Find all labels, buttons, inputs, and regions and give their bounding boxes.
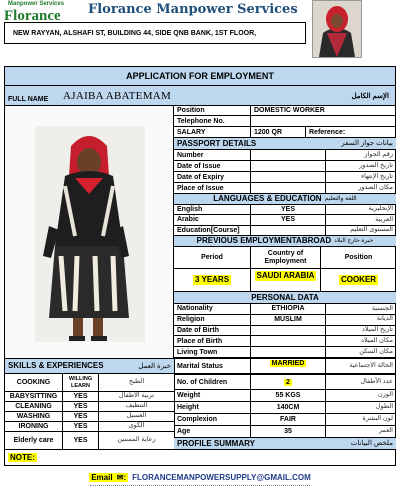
- personal-row-label: Age: [174, 426, 251, 438]
- employment-header-text: PREVIOUS EMPLOYMENTABROAD: [196, 236, 332, 245]
- email-icon: ✉: [116, 472, 124, 482]
- skill-label: Elderly care: [5, 432, 63, 450]
- personal-row-label: Living Town: [174, 347, 251, 358]
- personal-row-label: Nationality: [174, 304, 251, 315]
- personal-row-label: Height: [174, 402, 251, 414]
- col-period: Period: [174, 247, 251, 269]
- skill-value: YES: [63, 432, 99, 450]
- skill-label: WASHING: [5, 412, 63, 422]
- email-value[interactable]: FLORANCEMANPOWERSUPPLY@GMAIL.COM: [132, 472, 311, 482]
- employment-header: [174, 236, 396, 247]
- language-row-label: English: [174, 205, 251, 215]
- logo-tagline: Manpower Services: [8, 1, 65, 7]
- personal-row-highlight: MARRIED: [271, 360, 305, 367]
- personal-row-label: Marital Status: [174, 358, 251, 374]
- company-name: Florance Manpower Services: [88, 2, 298, 17]
- languages-section: [174, 194, 396, 236]
- position-value: DOMESTIC WORKER: [251, 106, 396, 116]
- passport-section: [174, 138, 396, 194]
- passport-row-label: Place of Issue: [174, 183, 251, 194]
- position-table: [174, 106, 396, 138]
- personal-row-arabic: الوزن: [326, 390, 396, 402]
- skill-arabic: الطبخ: [99, 374, 175, 392]
- note-row: [4, 450, 396, 466]
- passport-row-label: Date of Issue: [174, 161, 251, 172]
- employment-period: 3 YEARS: [194, 275, 230, 284]
- personal-row-arabic: لون البشرة: [326, 414, 396, 426]
- full-name-arabic: الإسم الكامل: [351, 93, 389, 100]
- skill-arabic: تربية الأطفال: [99, 392, 175, 402]
- passport-row-label: Date of Expiry: [174, 172, 251, 183]
- address-bar: [4, 22, 306, 44]
- personal-row-label: Place of Birth: [174, 336, 251, 347]
- employment-period-cell: [174, 269, 251, 292]
- skill-value: YES: [63, 422, 99, 432]
- passport-row-value: [251, 161, 326, 172]
- skills-header-arabic: خبرة العمل: [138, 362, 171, 370]
- personal-row-label: Date of Birth: [174, 326, 251, 337]
- personal-row-label: Weight: [174, 390, 251, 402]
- employment-position: COOKER: [340, 275, 377, 284]
- email-label: Email ✉:: [91, 472, 127, 482]
- form-title: [4, 66, 396, 86]
- personal-row-value: [251, 326, 326, 337]
- skill-arabic: رعاية المسنين: [99, 432, 175, 450]
- personal-row-label: Religion: [174, 315, 251, 326]
- language-row-arabic: العربية: [326, 215, 396, 225]
- passport-row-value: [251, 172, 326, 183]
- personal-row-value: [251, 402, 326, 414]
- skill-label: IRONING: [5, 422, 63, 432]
- personal-row-value: [251, 390, 326, 402]
- skill-value: YES: [63, 402, 99, 412]
- personal-row-arabic: الحالة الاجتماعية: [326, 358, 396, 374]
- note-label: NOTE:: [10, 453, 35, 462]
- language-row-value: YES: [251, 215, 326, 225]
- skill-label: CLEANING: [5, 402, 63, 412]
- personal-row-value: [251, 336, 326, 347]
- passport-row-value: [251, 150, 326, 161]
- skill-arabic: الغسيل: [99, 412, 175, 422]
- applicant-full-body-image: [5, 106, 173, 358]
- personal-row-value: ETHIOPIA: [251, 304, 326, 315]
- personal-row-arabic: الطول: [326, 402, 396, 414]
- personal-section-lower: [174, 358, 396, 450]
- personal-row-value: [251, 347, 326, 358]
- languages-header-text: LANGUAGES & EDUCATION: [213, 194, 322, 203]
- header-portrait-image: [313, 1, 361, 57]
- skill-arabic: الكوى: [99, 422, 175, 432]
- skill-value: YES: [63, 412, 99, 422]
- languages-header: [174, 194, 396, 205]
- address-text: NEW RAYYAN, ALSHAFI ST, BUILDING 44, SIDE QNB BANK, 1ST FLOOR,: [13, 29, 257, 37]
- footer-email: [0, 470, 400, 484]
- personal-row-label: No. of Children: [174, 374, 251, 390]
- personal-row-value: [251, 374, 326, 390]
- full-name-row: [4, 86, 396, 106]
- personal-row-value: MUSLIM: [251, 315, 326, 326]
- employment-position-cell: [321, 269, 396, 292]
- telephone-label: Telephone No.: [174, 116, 251, 127]
- personal-row-value-text: 140CM: [276, 404, 300, 411]
- telephone-value: [251, 116, 396, 127]
- language-row-arabic: المستوى التعليم: [326, 226, 396, 236]
- personal-row-value: [251, 426, 326, 438]
- logo-wordmark: Florance: [4, 8, 61, 24]
- reference-label: Reference:: [306, 127, 396, 138]
- full-name-label: FULL NAME: [8, 96, 49, 103]
- languages-header-arabic: اللغة والتعليم: [324, 196, 357, 202]
- language-row-label: Education[Course]: [174, 226, 251, 236]
- email-label-text: Email: [91, 472, 113, 482]
- personal-row-arabic: مكان الميلاد: [326, 336, 396, 347]
- profile-header: [174, 438, 396, 450]
- passport-row-arabic: تاريخ الإنتهاء: [326, 172, 396, 183]
- skill-label: BABYSITTING: [5, 392, 63, 402]
- language-row-label: Arabic: [174, 215, 251, 225]
- personal-row-value-text: 35: [284, 428, 292, 435]
- skill-value: YES: [63, 392, 99, 402]
- applicant-photo: [4, 106, 174, 358]
- skill-value: WILLING LEARN: [63, 374, 99, 392]
- personal-header: PERSONAL DATA: [174, 292, 396, 304]
- personal-row-value-text: 55 KGS: [275, 392, 301, 399]
- employment-header-arabic: خبرة خارج البلاد: [334, 238, 374, 244]
- passport-header: [174, 138, 396, 150]
- personal-row-value: [251, 358, 326, 374]
- employment-section: [174, 236, 396, 292]
- personal-row-highlight: 2: [286, 378, 290, 386]
- personal-row-arabic: تاريخ الميلاد: [326, 326, 396, 337]
- employment-country: SAUDI ARABIA: [256, 271, 315, 280]
- profile-header-arabic: ملخص البيانات: [350, 440, 393, 447]
- personal-row-value-text: FAIR: [280, 416, 296, 423]
- passport-row-arabic: مكان الصدور: [326, 183, 396, 194]
- personal-row-value: [251, 414, 326, 426]
- salary-label: SALARY: [174, 127, 251, 138]
- language-row-value: [251, 226, 326, 236]
- salary-value: 1200 QR: [251, 127, 306, 138]
- employment-country-cell: [251, 269, 321, 292]
- form-title-text: APPLICATION FOR EMPLOYMENT: [126, 71, 274, 81]
- passport-row-arabic: رقم الجواز: [326, 150, 396, 161]
- full-name-value: AJAIBA ABATEMAM: [63, 90, 172, 102]
- col-position: Position: [321, 247, 396, 269]
- passport-row-arabic: تاريخ الصدور: [326, 161, 396, 172]
- skills-header-text: SKILLS & EXPERIENCES: [8, 361, 104, 370]
- personal-row-arabic: عدد الأطفال: [326, 374, 396, 390]
- personal-row-label: Complexion: [174, 414, 251, 426]
- header-photo: [312, 0, 362, 58]
- skills-section: [4, 358, 174, 450]
- col-country: [251, 247, 321, 269]
- skill-label: COOKING: [5, 374, 63, 392]
- language-row-value: YES: [251, 205, 326, 215]
- language-row-arabic: الإنجليزية: [326, 205, 396, 215]
- skills-header: [5, 358, 175, 374]
- personal-row-arabic: الديانة: [326, 315, 396, 326]
- passport-header-arabic: بيانات جواز السفر: [341, 140, 393, 147]
- personal-row-arabic: مكان السكن: [326, 347, 396, 358]
- personal-row-arabic: العمر: [326, 426, 396, 438]
- skill-arabic: التنظيف: [99, 402, 175, 412]
- personal-section: [174, 292, 396, 358]
- passport-header-text: PASSPORT DETAILS: [177, 138, 257, 148]
- personal-row-arabic: الجنسية: [326, 304, 396, 315]
- col-country-text: Country of Employment: [264, 249, 307, 265]
- profile-header-text: PROFILE SUMMARY: [177, 438, 255, 448]
- passport-row-value: [251, 183, 326, 194]
- passport-row-label: Number: [174, 150, 251, 161]
- position-label: Position: [174, 106, 251, 116]
